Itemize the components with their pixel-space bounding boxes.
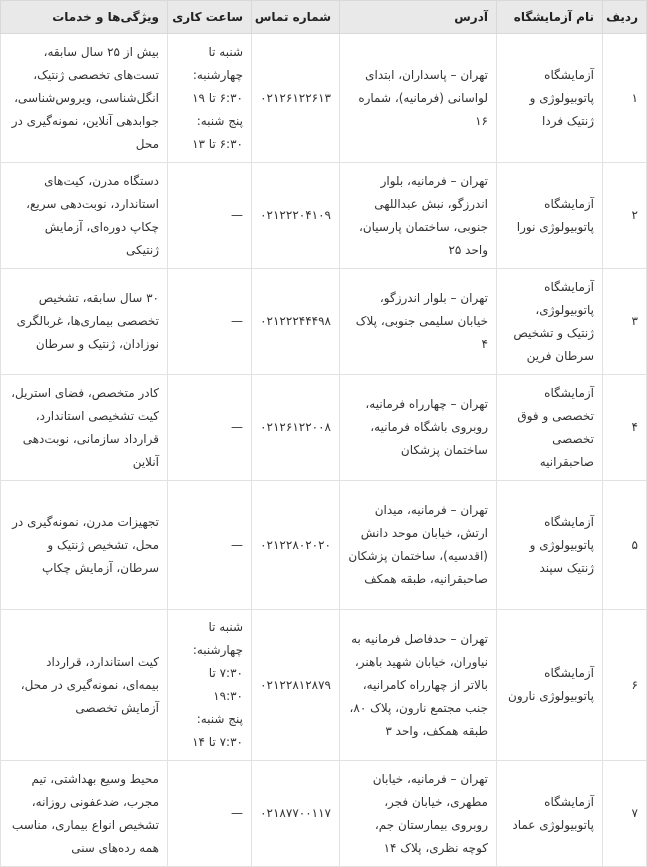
lab-hours: شنبه تا چهارشنبه: ۶:۳۰ تا ۱۹ پنج شنبه: ۶:۳۰ تا ۱۳ (168, 34, 252, 163)
lab-hours: — (168, 375, 252, 481)
lab-hours: — (168, 163, 252, 269)
table-row (1, 610, 647, 761)
row-index: ۲ (603, 163, 647, 269)
lab-hours: — (168, 481, 252, 610)
row-index: ۴ (603, 375, 647, 481)
lab-address: تهران – فرمانیه، میدان ارتش، خیابان موحد دانش (اقدسیه)، ساختمان پزشکان صاحبقرانیه، طبقه همکف (340, 481, 497, 610)
header-features: ویژگی‌ها و خدمات (1, 1, 168, 34)
table-row (1, 34, 647, 163)
lab-name: آزمایشگاه پاتوبیولوژی نورا (497, 163, 603, 269)
lab-features: کادر متخصص، فضای استریل، کیت تشخیصی استاندارد، قرارداد سازمانی، نوبت‌دهی آنلاین (1, 375, 168, 481)
row-index: ۵ (603, 481, 647, 610)
lab-address: تهران – بلوار اندرزگو، خیابان سلیمی جنوبی، پلاک ۴ (340, 269, 497, 375)
row-index: ۷ (603, 761, 647, 867)
lab-features: کیت استاندارد، قرارداد بیمه‌ای، نمونه‌گیری در محل، آزمایش تخصصی (1, 610, 168, 761)
header-name: نام آزمایشگاه (497, 1, 603, 34)
table-row (1, 375, 647, 481)
lab-features: بیش از ۲۵ سال سابقه، تست‌های تخصصی ژنتیک، انگل‌شناسی، ویروس‌شناسی، جوابدهی آنلاین، نمونه‌گیری در محل (1, 34, 168, 163)
header-row (1, 1, 647, 34)
lab-name: آزمایشگاه پاتوبیولوژی نارون (497, 610, 603, 761)
lab-phone: ۰۲۱۲۶۱۲۲۶۱۳ (252, 34, 340, 163)
lab-address: تهران – چهارراه فرمانیه، روبروی باشگاه فرمانیه، ساختمان پزشکان (340, 375, 497, 481)
header-phone: شماره تماس (252, 1, 340, 34)
lab-name: آزمایشگاه پاتوبیولوژی و ژنتیک سپند (497, 481, 603, 610)
lab-name: آزمایشگاه تخصصی و فوق تخصصی صاحبقرانیه (497, 375, 603, 481)
lab-phone: ۰۲۱۲۲۲۰۴۱۰۹ (252, 163, 340, 269)
lab-hours: شنبه تا چهارشنبه: ۷:۳۰ تا ۱۹:۳۰ پنج شنبه: ۷:۳۰ تا ۱۴ (168, 610, 252, 761)
lab-phone: ۰۲۱۲۲۸۰۲۰۲۰ (252, 481, 340, 610)
lab-name: آزمایشگاه پاتوبیولوژی عماد (497, 761, 603, 867)
lab-phone: ۰۲۱۲۲۸۱۲۸۷۹ (252, 610, 340, 761)
row-index: ۶ (603, 610, 647, 761)
lab-hours: — (168, 761, 252, 867)
lab-name: آزمایشگاه پاتوبیولوژی، ژنتیک و تشخیص سرطان فرین (497, 269, 603, 375)
lab-features: دستگاه مدرن، کیت‌های استاندارد، نوبت‌دهی سریع، چکاپ دوره‌ای، آزمایش ژنتیکی (1, 163, 168, 269)
lab-phone: ۰۲۱۲۲۲۴۴۴۹۸ (252, 269, 340, 375)
row-index: ۳ (603, 269, 647, 375)
table-row (1, 269, 647, 375)
table-header (1, 1, 647, 34)
lab-name: آزمایشگاه پاتوبیولوژی و ژنتیک فردا (497, 34, 603, 163)
lab-address: تهران – حدفاصل فرمانیه به نیاوران، خیابان شهید باهنر، بالاتر از چهارراه کامرانیه، جنب مجتمع نارون، پلاک ۸۰، طبقه همکف، واحد ۳ (340, 610, 497, 761)
lab-address: تهران – فرمانیه، خیابان مطهری، خیابان فجر، روبروی بیمارستان جم، کوچه نظری، پلاک ۱۴ (340, 761, 497, 867)
lab-phone: ۰۲۱۸۷۷۰۰۱۱۷ (252, 761, 340, 867)
header-hours: ساعت کاری (168, 1, 252, 34)
table-row (1, 163, 647, 269)
row-index: ۱ (603, 34, 647, 163)
lab-features: ۳۰ سال سابقه، تشخیص تخصصی بیماری‌ها، غربالگری نوزادان، ژنتیک و سرطان (1, 269, 168, 375)
lab-address: تهران – پاسداران، ابتدای لواسانی (فرمانیه)، شماره ۱۶ (340, 34, 497, 163)
header-index: ردیف (603, 1, 647, 34)
header-address: آدرس (340, 1, 497, 34)
lab-features: محیط وسیع بهداشتی، تیم مجرب، ضدعفونی روزانه، تشخیص انواع بیماری، مناسب همه رده‌های سنی (1, 761, 168, 867)
table-row (1, 481, 647, 610)
lab-features: تجهیزات مدرن، نمونه‌گیری در محل، تشخیص ژنتیک و سرطان، آزمایش چکاپ (1, 481, 168, 610)
lab-hours: — (168, 269, 252, 375)
table-row (1, 761, 647, 867)
lab-phone: ۰۲۱۲۶۱۲۲۰۰۸ (252, 375, 340, 481)
lab-address: تهران – فرمانیه، بلوار اندرزگو، نبش عبداللهی جنوبی، ساختمان پارسیان، واحد ۲۵ (340, 163, 497, 269)
table-body (1, 34, 647, 867)
